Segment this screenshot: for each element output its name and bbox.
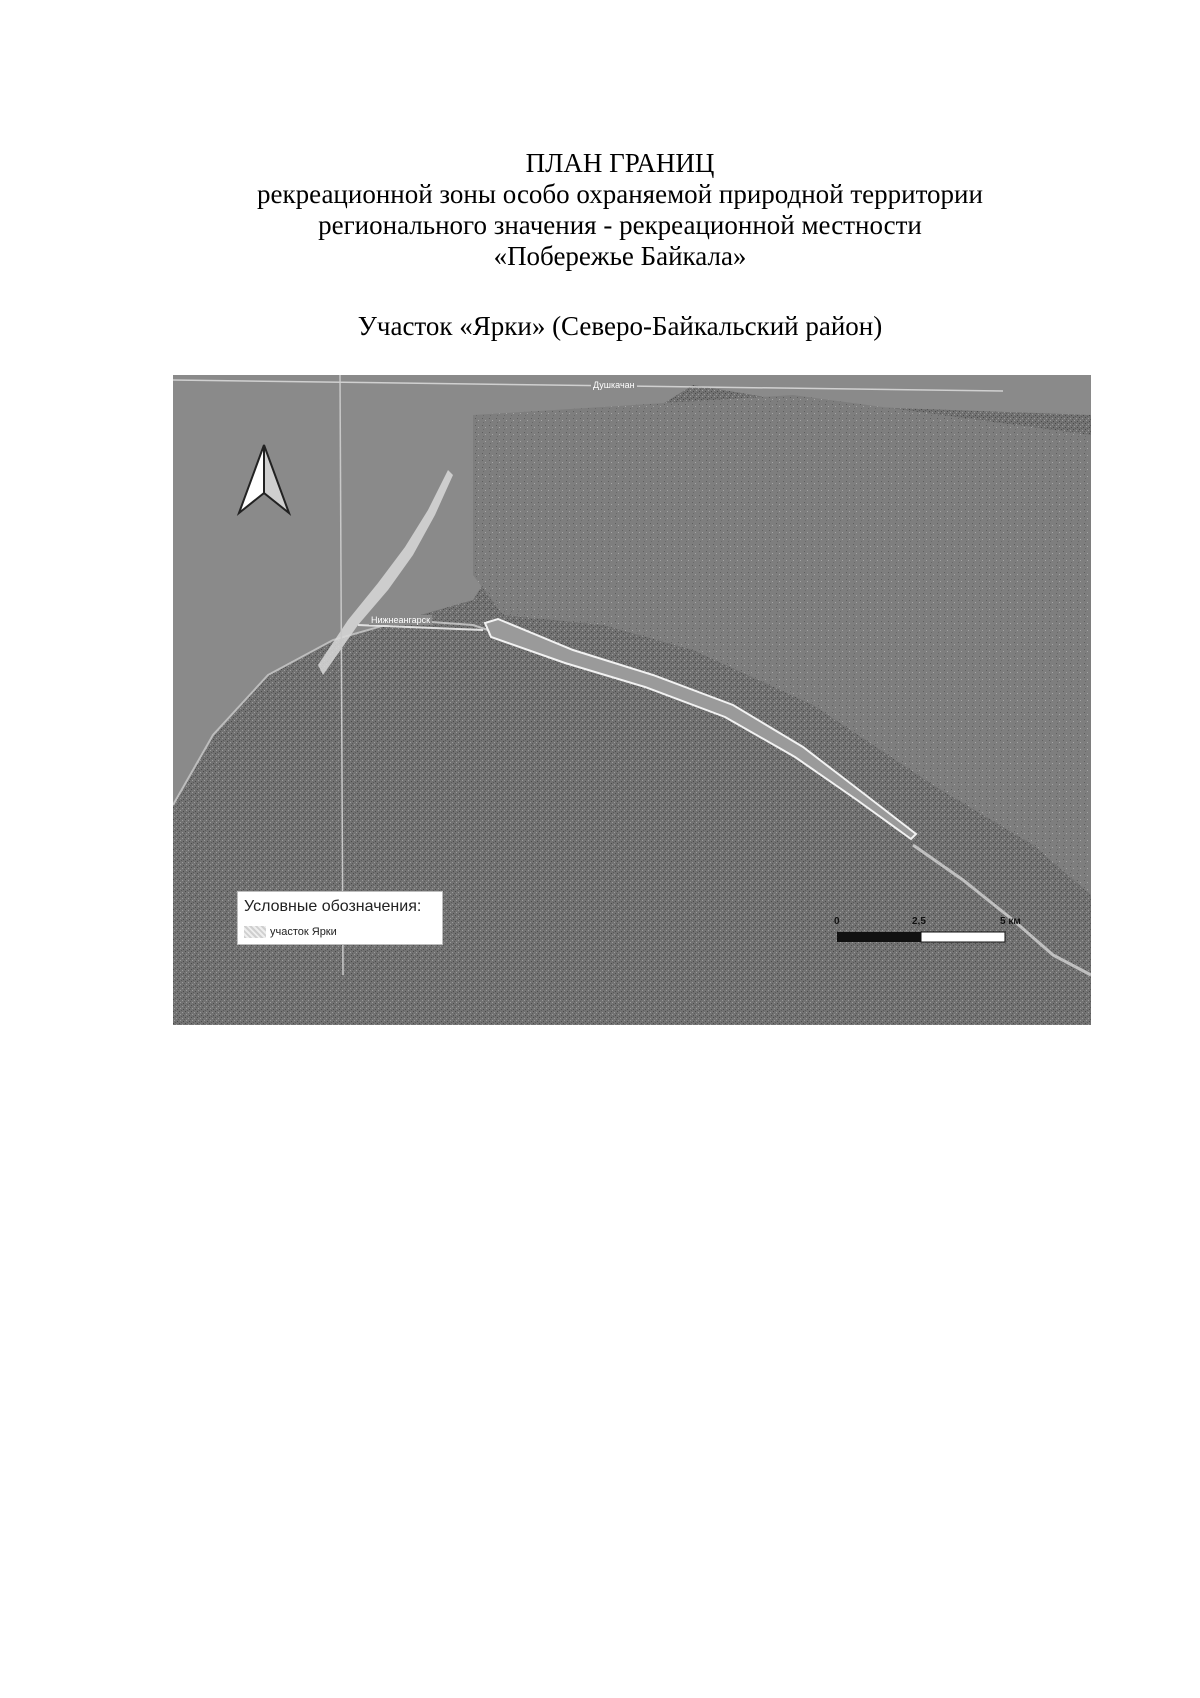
title-line-2: рекреационной зоны особо охраняемой природной территории — [257, 179, 983, 209]
label-dushkachan: Душкачан — [593, 380, 635, 390]
scale-bar-white — [921, 932, 1005, 942]
title-line-3: регионального значения - рекреационной местности — [318, 210, 922, 240]
boundary-map — [173, 375, 1091, 1025]
legend-title: Условные обозначения: — [244, 898, 422, 915]
title-line-4: «Побережье Байкала» — [493, 241, 747, 271]
scale-tick-end: 5 км — [1000, 916, 1021, 927]
legend-label-yarki: участок Ярки — [270, 926, 337, 938]
title-line-1: ПЛАН ГРАНИЦ — [525, 148, 715, 178]
plot-subtitle: Участок «Ярки» (Северо-Байкальский район) — [357, 311, 883, 341]
scale-tick-0: 0 — [834, 916, 840, 927]
label-nizhneangarsk: Нижнеангарск — [371, 615, 431, 625]
map-legend — [237, 891, 443, 945]
scale-tick-mid: 2,5 — [912, 916, 926, 927]
legend-swatch-yarki — [244, 926, 266, 938]
document-title — [0, 148, 1200, 272]
scale-bar — [837, 932, 1005, 942]
scale-bar-black — [837, 932, 921, 942]
